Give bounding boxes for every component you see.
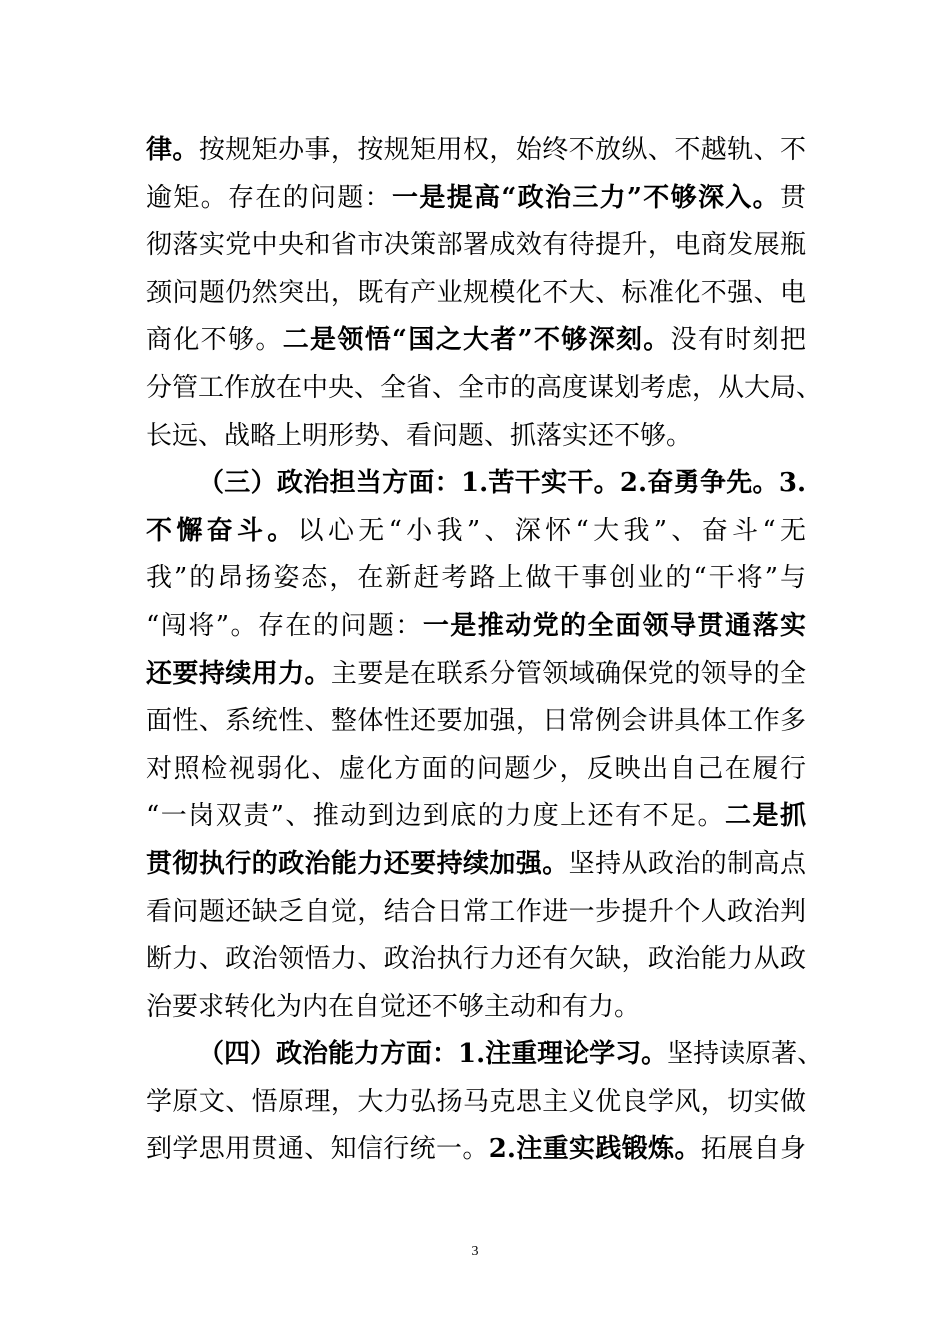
text-segment: 治要求转化为内在自觉还不够主动和有力。	[146, 991, 641, 1022]
text-line	[146, 889, 806, 937]
text-segment: 商化不够。	[146, 325, 283, 356]
text-line	[146, 365, 823, 413]
text-line	[146, 984, 806, 1032]
text-line	[146, 603, 806, 651]
text-line	[146, 508, 806, 556]
text-line	[146, 936, 806, 984]
text-line	[146, 175, 806, 223]
text-line	[146, 793, 806, 841]
text-segment: “闯将”。存在的问题：	[146, 610, 423, 641]
text-segment: 坚持读原著、	[667, 1039, 824, 1070]
bold-text-segment: （三）政治担当方面：1.苦干实干。2.奋勇争先。3.	[198, 468, 806, 499]
text-segment: 颈问题仍然突出，既有产业规模化不大、标准化不强、电	[146, 277, 806, 308]
text-line	[146, 317, 806, 365]
text-line	[146, 1079, 806, 1127]
text-segment: 拓展自身	[700, 1134, 806, 1165]
text-line	[146, 460, 806, 508]
text-line	[146, 222, 806, 270]
text-segment: 按规矩办事，按规矩用权，始终不放纵、不越轨、不	[198, 135, 806, 165]
text-segment: 以心无“小我”、深怀“大我”、奋斗“无	[297, 515, 806, 546]
text-line	[146, 127, 806, 175]
bold-text-segment: 2.注重实践锻炼。	[488, 1134, 701, 1165]
text-line	[146, 1031, 824, 1079]
bold-text-segment: 贯彻执行的政治能力还要持续加强。	[146, 848, 569, 879]
text-segment: 坚持从政治的制高点	[568, 848, 806, 879]
text-segment: 贯	[779, 182, 806, 213]
bold-text-segment: 还要持续用力。	[146, 658, 331, 689]
text-line	[146, 555, 806, 603]
bold-text-segment: 一是提高“政治三力”不够深入。	[392, 182, 780, 213]
bold-text-segment: 一是推动党的全面领导贯通落实	[422, 610, 806, 641]
text-line	[146, 270, 806, 318]
bold-text-segment: 不懈奋斗。	[146, 515, 298, 546]
text-line	[146, 698, 806, 746]
text-segment: 看问题还缺乏自觉，结合日常工作进一步提升个人政治判	[146, 896, 806, 927]
text-segment: 长远、战略上明形势、看问题、抓落实还不够。	[146, 420, 693, 451]
text-line	[146, 1126, 806, 1174]
page-number: 3	[471, 1244, 479, 1259]
text-line	[146, 746, 806, 794]
bold-text-segment: 二是领悟“国之大者”不够深刻。	[282, 325, 671, 356]
bold-text-segment: 二是抓	[725, 801, 806, 832]
text-segment: 逾矩。存在的问题：	[146, 182, 393, 213]
bold-text-segment: 律。	[146, 135, 199, 165]
text-line	[146, 651, 806, 699]
text-segment: 彻落实党中央和省市决策部署成效有待提升，电商发展瓶	[146, 230, 806, 261]
text-segment: 对照检视弱化、虚化方面的问题少，反映出自己在履行	[146, 753, 806, 784]
text-segment: “一岗双责”、推动到边到底的力度上还有不足。	[146, 801, 726, 832]
text-segment: 面性、系统性、整体性还要加强，日常例会讲具体工作多	[146, 706, 806, 737]
text-segment: 主要是在联系分管领域确保党的领导的全	[330, 658, 806, 689]
text-segment: 学原文、悟原理，大力弘扬马克思主义优良学风，切实做	[146, 1086, 806, 1117]
bold-text-segment: （四）政治能力方面：1.注重理论学习。	[198, 1039, 668, 1070]
text-segment: 断力、政治领悟力、政治执行力还有欠缺，政治能力从政	[146, 944, 806, 975]
text-line	[146, 841, 806, 889]
document-body	[146, 127, 824, 1174]
text-segment: 没有时刻把	[670, 325, 806, 356]
text-line	[146, 413, 806, 461]
text-segment: 到学思用贯通、知信行统一。	[146, 1134, 489, 1165]
text-segment: 分管工作放在中央、全省、全市的高度谋划考虑，从大局、	[146, 372, 823, 403]
text-segment: 我”的昂扬姿态，在新赶考路上做干事创业的“干将”与	[146, 563, 806, 594]
